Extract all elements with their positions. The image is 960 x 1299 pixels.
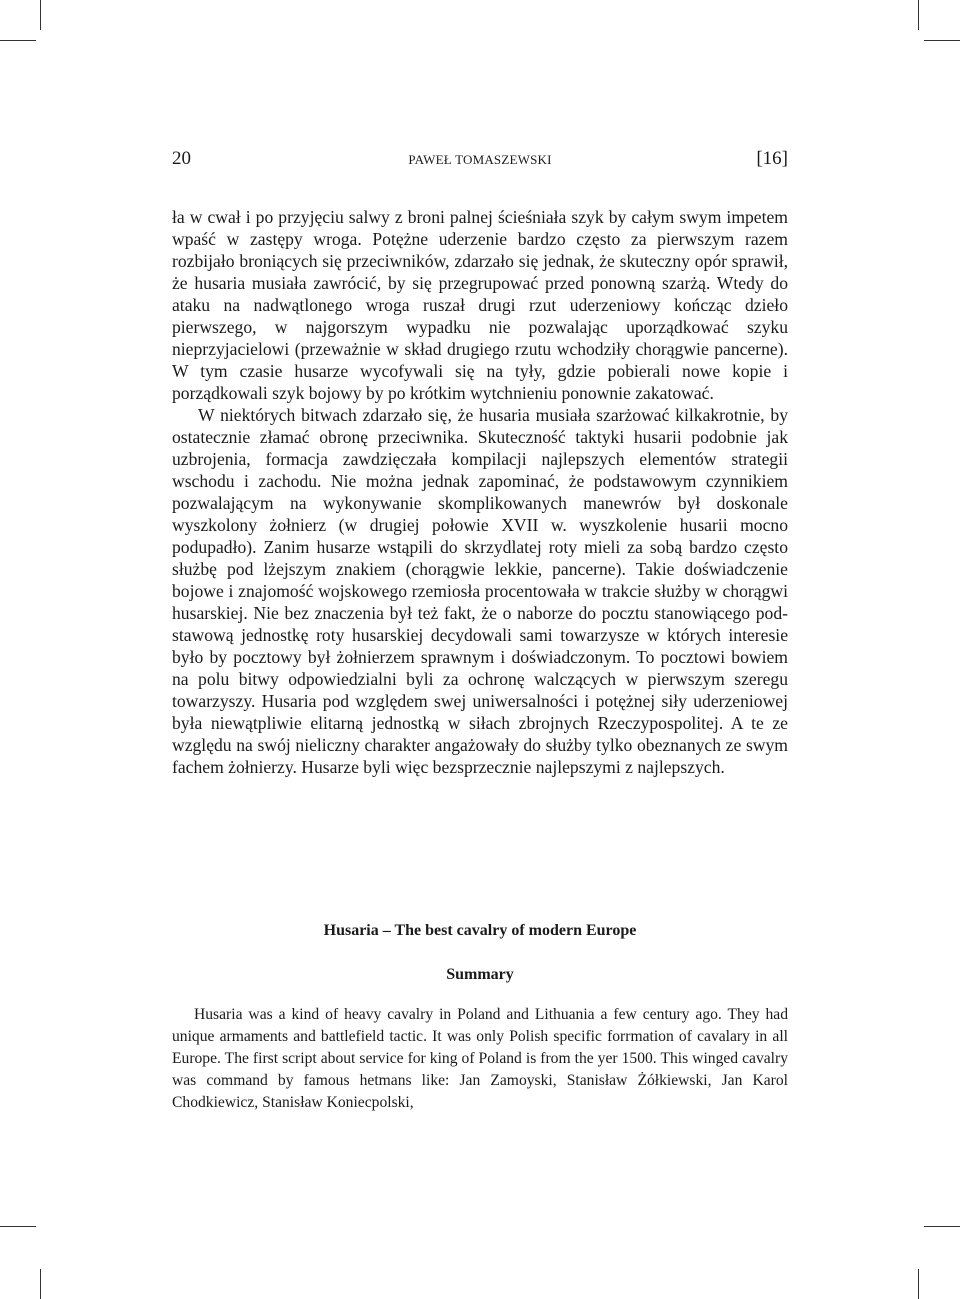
running-header: [172, 148, 788, 174]
paragraph: ła w cwał i po przyjęciu salwy z broni palnej ścieśniała szyk by całym swym impetem wpaść w zastępy wroga. Potężne uderzenie bardzo często za pierwszym razem rozbijało broniących się przeciwników, zdarzało się jednak, że skuteczny opór sprawił, że husaria musiała zawrócić, by się przegrupować przed ponowną szarżą. Wtedy do ataku na nadwątlonego wroga ruszał drugi rzut uderzeniowy kończąc dzieło pierwszego, w najgorszym wypadku nie pozwalając uporządkować szyku nieprzyjacielowi (przeważnie w skład drugiego rzutu wchodziły chorągwie pancerne). W tym czasie husarze wycofywali się na tyły, gdzie pobierali nowe kopie i porządkowali szyk bojowy by po krótkim wytchnieniu ponownie zakatować.: [172, 207, 788, 403]
page-number: 20: [172, 148, 191, 169]
crop-mark-top-left: [40, 0, 41, 30]
crop-mark-bottom-left: [40, 1269, 41, 1299]
article-reference: [16]: [756, 148, 788, 169]
paragraph: W niektórych bitwach zdarzało się, że husaria musiała szarżować kilkakrotnie, by ostatecznie złamać obronę przeciwnika. Skuteczność taktyki husarii podobnie jak uzbrojenia, formacja zawdzięczała kompilacji najlepszych elementów strategii wschodu i zachodu. Nie można jednak zapominać, że podstawowym czynnikiem pozwalającym na wykonywanie skomplikowanych manewrów był doskonale wyszkolony żołnierz (w drugiej połowie XVII w. wyszkolenie husarii mocno podupadło). Zanim husarze wstąpili do skrzydlatej roty mieli za sobą bardzo często służbę pod lżejszym znakiem (chorągwie lekkie, pancerne). Takie doświadczenie bojowe i znajomość wojskowego rzemiosła procentowała w trakcie służby w chorągwi husarskiej. Nie bez znaczenia był też fakt, że o naborze do pocztu stanowiącego podstawową jednostkę roty husarskiej decydowali sami towarzysze w których interesie było by pocztowy był żołnierzem sprawnym i doświadczonym. To pocztowi bowiem na polu bitwy odpowiedzialni byli za ochronę walczących w pierwszym szeregu towarzyszy. Husaria pod względem swej uniwersalności i potężnej siły uderzeniowej była niewątpliwie elitarną jednostką w siłach zbrojnych Rzeczypospolitej. A te ze względu na swój nieliczny charakter angażowały do służby tylko obeznanych ze swym fachem żołnierzy. Husarze byli więc bezsprzecznie najlepszymi z najlepszych.: [172, 405, 788, 777]
crop-mark-right-bottom: [924, 1226, 960, 1227]
crop-mark-top-right: [918, 0, 919, 30]
crop-mark-left-top: [0, 40, 36, 41]
summary-article-title: Husaria – The best cavalry of modern Europe: [323, 922, 637, 939]
summary-text: [172, 1004, 788, 1114]
summary-heading: Summary: [446, 966, 514, 983]
main-text: [172, 206, 788, 778]
crop-mark-right-top: [924, 40, 960, 41]
summary-paragraph: Husaria was a kind of heavy cavalry in Poland and Lithuania a few century ago. They had unique armaments and battlefield tactic. It was only Polish specific forrmation of cavalary in all Europe. The first script about service for king of Poland is from the yer 1500. This winged cavalry was command by famous hetmans like: Jan Zamoyski, Stanisław Żółkiewski, Jan Karol Chodkiewicz, Stanisław Koniecpolski,: [172, 1006, 788, 1111]
crop-mark-bottom-right: [918, 1269, 919, 1299]
running-header-author: PAWEŁ TOMASZEWSKI: [408, 152, 552, 167]
crop-mark-left-bottom: [0, 1226, 36, 1227]
